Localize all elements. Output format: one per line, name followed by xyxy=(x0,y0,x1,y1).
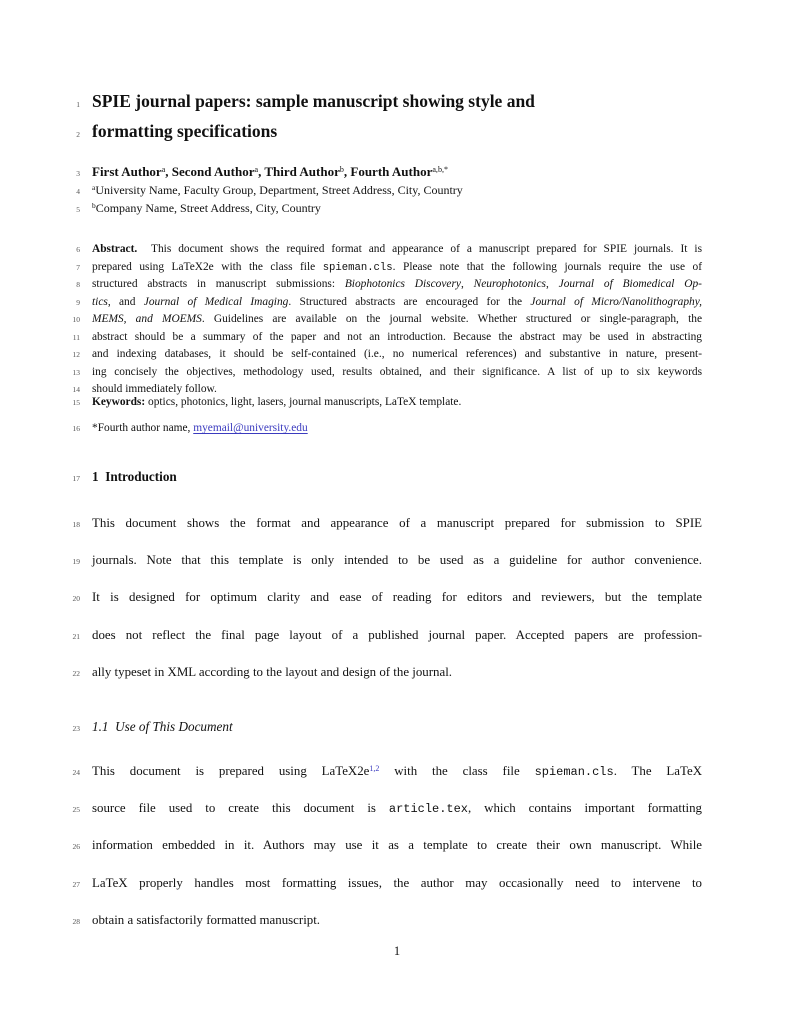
text-segment: . Please note that the following journals require the use of xyxy=(392,260,702,273)
body-line xyxy=(92,753,702,791)
doc-line xyxy=(60,865,704,902)
line-number: 6 xyxy=(76,245,80,254)
page-number: 1 xyxy=(393,944,401,958)
text-segment: b xyxy=(92,201,96,211)
doc-line xyxy=(60,902,704,939)
doc-line xyxy=(60,468,704,488)
text-segment: Journal of Medical Imaging xyxy=(143,295,289,308)
text-segment: SPIE journal papers: sample manuscript showing style and xyxy=(92,91,535,111)
section-heading-line xyxy=(92,468,702,486)
abstract-line xyxy=(92,241,702,258)
line-number: 3 xyxy=(76,169,80,178)
section-1-heading-block xyxy=(60,468,704,488)
text-segment: , xyxy=(165,164,172,179)
text-segment: Neurophotonics xyxy=(473,278,546,291)
line-number: 25 xyxy=(72,805,80,815)
body-line xyxy=(92,579,702,616)
text-segment: structured abstracts in manuscript submissions: xyxy=(92,278,345,291)
text-segment: a xyxy=(161,164,166,174)
line-number: 2 xyxy=(76,130,80,139)
body-line xyxy=(92,790,702,828)
text-segment: 1 Introduction xyxy=(92,469,177,484)
text-segment: abstract should be a summary of the paper and not an introduction. Because the abstract may be used in abstracting xyxy=(92,330,702,343)
text-segment: ally typeset in XML according to the layout and design of the journal. xyxy=(92,664,453,679)
text-segment: , xyxy=(258,164,265,179)
line-number: 9 xyxy=(76,297,80,307)
line-number: 27 xyxy=(72,879,80,889)
text-segment: ing concisely the objectives, methodology used, results obtained, and their significance. A list of up to six keywords xyxy=(92,365,702,378)
text-segment: obtain a satisfactorily formatted manuscript. xyxy=(92,912,321,927)
text-segment: This document shows the required format and appearance of a manuscript prepared for SPIE journals. It is xyxy=(137,243,702,255)
line-number: 26 xyxy=(72,842,80,852)
doc-line xyxy=(60,329,704,347)
text-segment: This document shows the format and appearance of a manuscript prepared for submission to SPIE xyxy=(92,516,702,530)
title-block xyxy=(60,88,704,148)
abstract-line xyxy=(92,311,702,328)
body-line xyxy=(92,827,702,864)
text-segment: MEMS, and MOEMS xyxy=(92,313,202,326)
abstract-line xyxy=(92,294,702,311)
doc-line xyxy=(60,827,704,864)
authors-block xyxy=(60,163,704,218)
body-line xyxy=(92,865,702,902)
line-number: 18 xyxy=(72,520,80,529)
doc-line xyxy=(60,394,704,411)
line-number: 21 xyxy=(72,631,80,641)
line-number: 4 xyxy=(76,187,80,196)
line-number: 12 xyxy=(72,350,80,360)
text-segment: Abstract. xyxy=(92,243,138,255)
text-segment: This document is prepared using LaTeX2e xyxy=(92,764,370,778)
text-segment: prepared using LaTeX2e with the class file xyxy=(92,260,323,273)
keywords-block xyxy=(60,394,704,411)
line-number: 23 xyxy=(72,724,80,733)
line-number: 20 xyxy=(72,594,80,604)
email-link[interactable]: myemail@university.edu xyxy=(193,422,308,434)
line-number: 15 xyxy=(72,398,80,407)
line-number: 11 xyxy=(72,332,80,342)
line-number: 24 xyxy=(72,768,80,777)
subsection-1-1-heading-block xyxy=(60,718,704,738)
doc-line xyxy=(60,505,704,542)
text-segment: spieman.cls xyxy=(534,765,614,779)
body-line xyxy=(92,654,702,691)
text-segment: tics xyxy=(92,295,108,308)
text-segment: . The LaTeX xyxy=(613,764,703,778)
introduction-paragraph-block xyxy=(60,505,704,691)
text-segment: with the class file xyxy=(379,764,535,778)
title-line xyxy=(92,118,702,145)
text-segment: , xyxy=(545,278,559,291)
text-segment: Keywords: xyxy=(92,396,146,408)
body-line xyxy=(92,902,702,939)
abstract-line xyxy=(92,276,702,293)
doc-line xyxy=(60,420,704,437)
doc-line xyxy=(60,753,704,790)
text-segment: . Structured abstracts are encouraged for the xyxy=(288,295,531,308)
text-segment: article.tex xyxy=(388,802,468,817)
abstract-line xyxy=(92,346,702,363)
doc-line xyxy=(60,542,704,579)
text-segment: and indexing databases, it should be self-contained (i.e., no numerical references) and substantive in nature, present- xyxy=(92,348,702,361)
affiliation-line xyxy=(92,200,702,218)
text-segment: Biophotonics Discovery xyxy=(344,278,461,291)
text-segment: information embedded in it. Authors may use it as a template to create their own manuscript. While xyxy=(92,838,702,853)
text-segment: b xyxy=(339,164,344,174)
doc-line xyxy=(60,200,704,218)
doc-line xyxy=(60,276,704,294)
doc-line xyxy=(60,163,704,182)
line-number: 1 xyxy=(76,100,80,109)
doc-line xyxy=(60,346,704,364)
citation-link[interactable]: 1,2 xyxy=(369,764,380,774)
text-segment: Journal of Micro/Nanolithography, xyxy=(530,295,702,308)
line-number: 17 xyxy=(72,474,80,483)
text-segment: , xyxy=(460,278,474,291)
text-segment: Second Author xyxy=(171,164,255,179)
line-number: 16 xyxy=(72,424,80,433)
line-number: 28 xyxy=(72,916,80,926)
author-note-line xyxy=(92,420,702,437)
line-number: 14 xyxy=(72,385,80,395)
text-segment: . Guidelines are available on the journal website. Whether structured or single-paragraph, the xyxy=(201,313,702,326)
author-note-block xyxy=(60,420,704,437)
text-segment: First Author xyxy=(92,164,162,179)
text-segment: LaTeX properly handles most formatting issues, the author may occasionally need to intervene to xyxy=(92,875,702,890)
body-line xyxy=(92,505,702,542)
author-names-line xyxy=(92,163,702,182)
text-segment: University Name, Faculty Group, Department, Street Address, City, Country xyxy=(95,183,463,197)
abstract-line xyxy=(92,364,702,381)
doc-line xyxy=(60,790,704,827)
abstract-line xyxy=(92,259,702,277)
text-segment: source file used to create this document is xyxy=(92,801,389,816)
line-number: 5 xyxy=(76,205,80,214)
doc-line xyxy=(60,88,704,118)
text-segment: a,b,* xyxy=(432,164,449,174)
doc-line xyxy=(60,579,704,616)
doc-line xyxy=(60,617,704,654)
affiliation-line xyxy=(92,182,702,200)
keywords-line xyxy=(92,394,702,411)
text-segment: It is designed for optimum clarity and ease of reading for editors and reviewers, but the template xyxy=(92,590,702,605)
text-segment: *Fourth author name, xyxy=(92,422,194,434)
doc-line xyxy=(60,118,704,148)
body-line xyxy=(92,617,702,654)
line-number: 7 xyxy=(76,262,80,272)
line-number: 10 xyxy=(72,315,80,325)
text-segment: a xyxy=(254,164,259,174)
text-segment: a xyxy=(92,183,96,193)
text-segment: spieman.cls xyxy=(322,261,393,274)
body-line xyxy=(92,542,702,579)
text-segment: Fourth Author xyxy=(350,164,433,179)
text-segment: journals. Note that this template is only intended to be used as a guideline for author convenience. xyxy=(92,553,702,568)
abstract-block xyxy=(60,241,704,399)
text-segment: Company Name, Street Address, City, Country xyxy=(95,201,321,215)
subsection-heading-line xyxy=(92,718,702,736)
doc-line xyxy=(60,294,704,312)
doc-line xyxy=(60,654,704,691)
line-number: 19 xyxy=(72,557,80,567)
doc-line xyxy=(60,241,704,259)
use-of-document-paragraph-block xyxy=(60,753,704,939)
doc-line xyxy=(60,718,704,738)
text-segment: should immediately follow. xyxy=(92,383,217,396)
text-segment: 1.1 Use of This Document xyxy=(92,719,233,734)
line-number: 22 xyxy=(72,668,80,678)
text-segment: formatting specifications xyxy=(92,121,278,141)
doc-line xyxy=(60,364,704,382)
doc-line xyxy=(60,259,704,277)
doc-line xyxy=(60,311,704,329)
text-segment: , xyxy=(343,164,351,179)
text-segment: Third Author xyxy=(264,164,340,179)
text-segment: , and xyxy=(107,295,144,308)
text-segment: optics, photonics, light, lasers, journal manuscripts, LaTeX template. xyxy=(145,396,462,408)
title-line xyxy=(92,88,702,115)
line-number: 8 xyxy=(76,280,80,290)
text-segment: does not reflect the final page layout of a published journal paper. Accepted papers are profession- xyxy=(92,627,702,642)
text-segment: , which contains important formatting xyxy=(468,801,703,816)
text-segment: Journal of Biomedical Op- xyxy=(558,278,702,291)
line-number: 13 xyxy=(72,367,80,377)
abstract-line xyxy=(92,329,702,346)
doc-line xyxy=(60,182,704,200)
